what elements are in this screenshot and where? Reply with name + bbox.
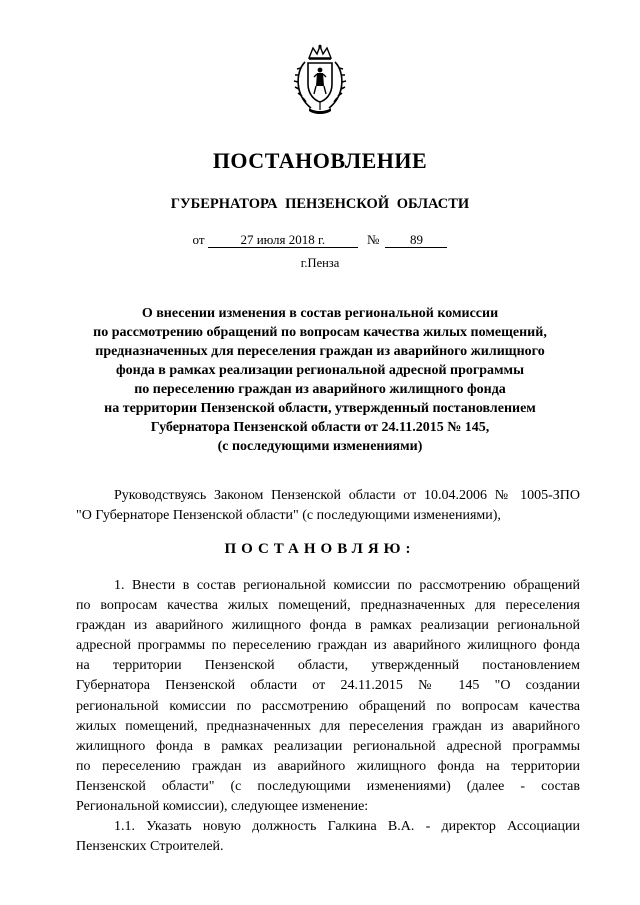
- body-line: по переселению граждан из аварийного жилищного фонда на территории: [76, 758, 580, 774]
- body-line: 1. Внести в состав региональной комиссии по рассмотрению обращений: [114, 578, 580, 593]
- body-line: Пензенской области" (с последующими изменениями) (далее - состав: [76, 778, 580, 794]
- document-subtitle: ГУБЕРНАТОРА ПЕНЗЕНСКОЙ ОБЛАСТИ: [170, 196, 470, 212]
- document-heading: [60, 304, 580, 456]
- heading-line: по переселению граждан из аварийного жилищного фонда: [134, 382, 506, 397]
- body-line: адресной программы по переселению граждан из аварийного жилищного фонда: [76, 638, 580, 654]
- heading-line: (с последующими изменениями): [217, 439, 423, 454]
- heading-line: фонда в рамках реализации региональной адресной программы: [115, 363, 525, 378]
- body-line: жилых помещений, предназначенных для переселения граждан из аварийного: [76, 718, 580, 734]
- document-number: 89: [385, 233, 447, 248]
- body-line: по вопросам качества жилых помещений, предназначенных для переселения: [76, 598, 580, 614]
- date-prefix: от: [192, 232, 205, 247]
- body-line: граждан из аварийного жилищного фонда в рамках реализации региональной: [76, 618, 580, 634]
- body-line: Региональной комиссии), следующее изменение:: [76, 799, 369, 815]
- date-number-line: [0, 232, 640, 248]
- heading-line: О внесении изменения в состав региональной комиссии: [141, 306, 499, 321]
- heading-line: Губернатора Пензенской области от 24.11.2015 № 145,: [150, 420, 490, 435]
- intro-paragraph: [76, 486, 580, 526]
- body-line: Пензенских Строителей.: [76, 839, 224, 855]
- document-city: г.Пенза: [300, 256, 340, 270]
- coat-of-arms-icon: [291, 44, 349, 116]
- heading-line: по рассмотрению обращений по вопросам качества жилых помещений,: [93, 325, 547, 340]
- document-date: 27 июля 2018 г.: [208, 233, 358, 248]
- body-line: Губернатора Пензенской области от 24.11.2015 № 145 "О создании: [76, 678, 580, 694]
- number-prefix: №: [367, 232, 380, 247]
- body-text: [76, 576, 580, 857]
- heading-line: на территории Пензенской области, утвержденный постановлением: [104, 401, 536, 416]
- body-line: на территории Пензенской области, утвержденный постановлением: [76, 658, 580, 674]
- resolve-heading: ПОСТАНОВЛЯЮ:: [224, 541, 416, 557]
- intro-line: "О Губернаторе Пензенской области" (с последующими изменениями),: [76, 508, 501, 523]
- body-line: региональной комиссии по рассмотрению обращений по вопросам качества: [76, 698, 580, 714]
- heading-line: предназначенных для переселения граждан из аварийного жилищного: [95, 344, 545, 359]
- intro-line: Руководствуясь Законом Пензенской области от 10.04.2006 № 1005-ЗПО: [114, 488, 580, 503]
- body-line: жилищного фонда в рамках реализации региональной адресной программы: [76, 738, 580, 754]
- document-title: ПОСТАНОВЛЕНИЕ: [212, 148, 428, 173]
- body-line: 1.1. Указать новую должность Галкина В.А. - директор Ассоциации: [114, 819, 580, 835]
